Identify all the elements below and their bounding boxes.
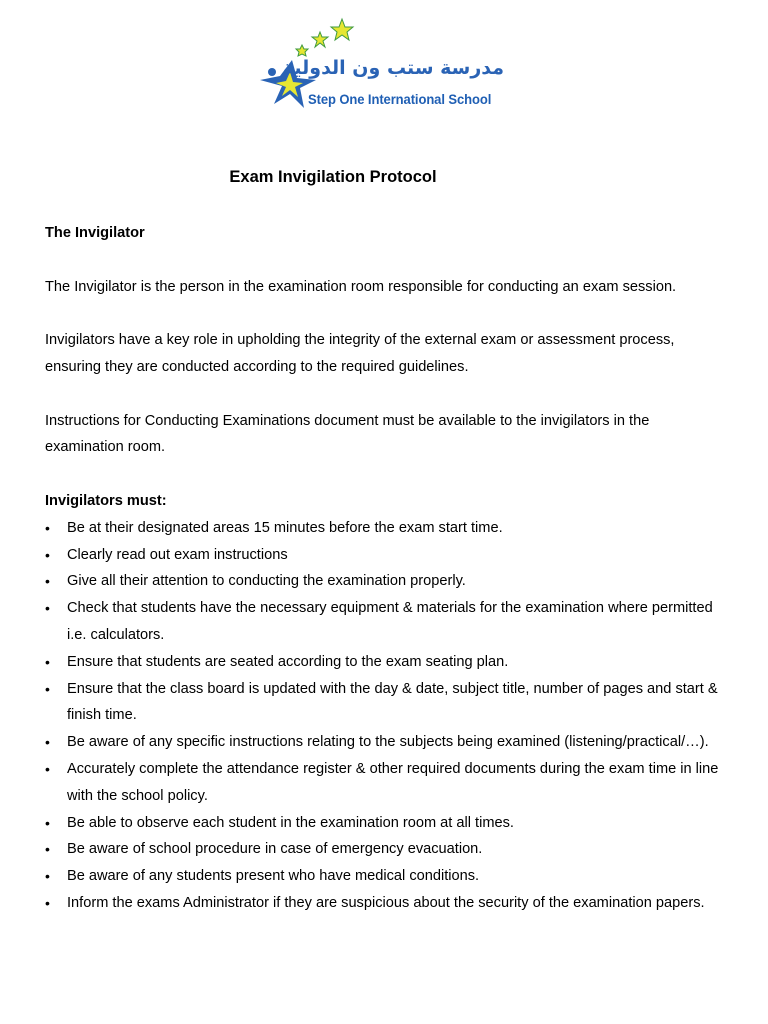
list-item <box>45 729 725 756</box>
bullet-icon: • <box>45 546 50 563</box>
spacer <box>45 247 725 274</box>
list-item-text: Be at their designated areas 15 minutes before the exam start time. <box>67 519 503 536</box>
star-icon <box>331 19 353 40</box>
star-figure-head-icon <box>268 68 276 76</box>
list-item <box>45 676 725 730</box>
list-item <box>45 810 725 837</box>
spacer <box>45 381 725 408</box>
bullet-icon: • <box>45 680 50 697</box>
bullet-icon: • <box>45 841 50 858</box>
list-item <box>45 568 725 595</box>
list-item-text: Ensure that students are seated according to the exam seating plan. <box>67 653 509 670</box>
list-heading: Invigilators must: <box>45 492 167 509</box>
list-item <box>45 756 725 810</box>
logo-english-name: Step One International School <box>308 91 492 107</box>
list-item-text: Be aware of any specific instructions relating to the subjects being examined (listening/practical/…). <box>67 734 709 751</box>
list-item <box>45 649 725 676</box>
list-item-text: Accurately complete the attendance register & other required documents during the exam time in line with the school policy. <box>67 760 719 804</box>
list-item-text: Check that students have the necessary equipment & materials for the examination where permitted i.e. calculators. <box>67 600 713 643</box>
list-item-text: Give all their attention to conducting the examination properly. <box>67 573 466 590</box>
bullet-icon: • <box>45 868 50 885</box>
spacer <box>45 461 725 488</box>
list-item <box>45 515 725 542</box>
list-item-text: Inform the exams Administrator if they are suspicious about the security of the examination papers. <box>67 894 705 911</box>
spacer <box>45 300 725 327</box>
bullet-icon: • <box>45 600 50 617</box>
logo-arabic-name: مدرسة ستب ون الدولية <box>282 57 504 79</box>
list-item-text: Clearly read out exam instructions <box>67 546 288 563</box>
bullet-icon: • <box>45 573 50 590</box>
school-logo <box>252 16 508 116</box>
section-heading: The Invigilator <box>45 225 145 241</box>
document-body <box>45 220 725 917</box>
paragraph: Invigilators have a key role in upholding the integrity of the external exam or assessment process, ensuring they are conducted according to the required guidelines. <box>45 332 675 375</box>
list-item-text: Ensure that the class board is updated with the day & date, subject title, number of pages and start & finish time. <box>67 680 718 724</box>
list-item <box>45 542 725 569</box>
paragraph: The Invigilator is the person in the examination room responsible for conducting an exam session. <box>45 278 677 295</box>
list-item-text: Be able to observe each student in the examination room at all times. <box>67 814 514 831</box>
list-item <box>45 836 725 863</box>
bullet-icon: • <box>45 760 50 777</box>
list-item-text: Be aware of school procedure in case of emergency evacuation. <box>67 841 483 858</box>
paragraph: Instructions for Conducting Examinations document must be available to the invigilators in the examination room. <box>45 412 650 456</box>
list-item-text: Be aware of any students present who have medical conditions. <box>67 868 480 885</box>
bullet-icon: • <box>45 814 50 831</box>
invigilator-duties-list <box>45 515 725 917</box>
document-title: Exam Invigilation Protocol <box>229 168 437 186</box>
list-item <box>45 595 725 649</box>
star-icon <box>312 32 328 47</box>
bullet-icon: • <box>45 653 50 670</box>
bullet-icon: • <box>45 894 50 911</box>
bullet-icon: • <box>45 734 50 751</box>
star-icon <box>296 45 308 56</box>
bullet-icon: • <box>45 519 50 536</box>
list-item <box>45 863 725 890</box>
list-item <box>45 890 725 917</box>
